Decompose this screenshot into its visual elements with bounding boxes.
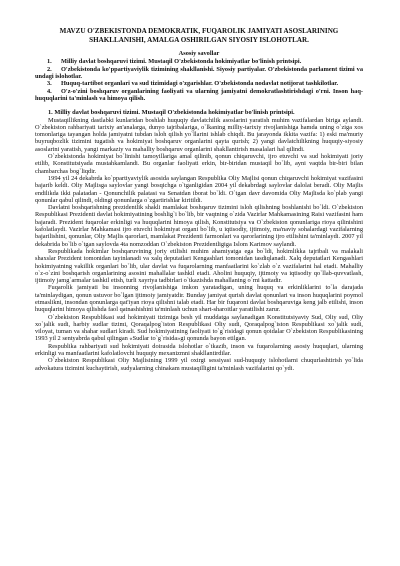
plan-item-number: 3. — [47, 80, 52, 88]
plan-item — [35, 80, 363, 87]
body-paragraph: O`zbekistonda hokimiyat bo`linishi tamoyillariga amal qilinib, qonun chiqaruvchi, ijro etuvchi va sud hokimiyati joriy etilib, Konstitutsiyada mustahkamlandi. Bu organlar faoliyati erkin, bir-biridan mustaqil bo`lib, ayni vaqtda bir-biri bilan chambarchas bog`liqdir. — [35, 153, 363, 175]
body-paragraph: O`zbekiston Respublikasi sud hokimiyati tizimiga besh yil muddatga saylanadigan Konstitutsiyaviy Sud, Oliy sud, Oliy xo`jalik sudi, harbiy sudlar tizimi, Qoraqalpog`iston Respublikasi Oliy sudi, Qoraqalpog`iston Respublikasi xo`jalik sudi, viloyat, tuman va shahar sudlari kiradi. Sud hokimiyatining faoliyati to`g`risidagi qonun qoidalar O`zbekiston Respublikasining 1993 yil 2 sentyabrda qabul qilingan «Sudlar to`g`risida»gi qonunda bayon etilgan. — [35, 313, 363, 343]
plan-item-text: O'z-o'zini boshqaruv organlarining faoliyati va ularning jamiyatni demokratlashtirishdagi o'rni. Inson haq-huquqlarini ta'minlash va himoya qilish. — [35, 87, 363, 102]
plan-item-number: 1. — [47, 58, 52, 66]
plan-item-text: O'zbekistonda ko'ppartiyaviylik tizimining shakllanishi. Siyosiy partiyalar. O'zbekistonda parlament tizimi va undagi islohotlar. — [35, 65, 363, 81]
plan-item-text: Huquq-tartibot organlari va sud tizimidagi o'zgarishlar. O'zbekistonda nodavlat notijorat tashkilotlar. — [61, 80, 339, 88]
plan-item — [35, 58, 363, 65]
plan-item — [35, 66, 363, 81]
body-paragraph: Respublika rahbariyati sud hokimiyati doirasida islohotlar o`tkazib, inson va fuqarolarning asosiy huquqlari, ularning erkinligi va manfaatlarini kafolatlovchi huquqiy mexanizmni shakllantirdilar. — [35, 342, 363, 358]
body-paragraph: Fuqarolik jamiyati bu insonning rivojlanishiga imkon yaratadigan, uning huquq va erkinliklarini to`la darajada ta'minlaydigan, qonun ustuvor bo`lgan ijtimoiy jamiyatdir. Bunday jamiyat qurish davlat qonunlari va inson huquqlarini poymol etmaslikni, insondan qonunlarga qat'iyan rioya qilishni talab etadi. Har bir fuqaroni davlat boshqaruviga keng jalb etilishi, inson huquqlarini himoya qilishda faol qatnashishini ta'minlash uchun shart-sharoitlar yaratilishi zarur. — [35, 284, 363, 314]
body-paragraph: 1994 yil 24 dekabrda ko`ppartiyaviylik asosida saylangan Respublika Oliy Majlisi qonun chiqaruvchi hokimiyat vazifasini bajarib keldi. Oliy Majlisga saylovlar yangi bosqichga o`tganligidan 2004 yil dekabrdagi saylovlar dalolat beradi. Oliy Majlis endilikda ikki palatadan - Qonunchilik palatasi va Senatdan iborat bo`ldi. O`tgan davr davomida Oliy Majlisda ko`plab yangi qonunlar qabul qilindi, oldingi qonunlarga o`zgartirishlar kiritildi. — [35, 174, 363, 204]
body-paragraph: Respublikada hokimlar boshqaruvining joriy etilishi muhim ahamiyatga ega bo`ldi, hokimlikka tajribali va malakali shaxslar Prezident tomonidan tayinlanadi va xalq deputatlari Kengashlari tomonidan tasdiqlanadi. Xalq deputatlari Kengashlari hokimiyatning vakillik organlari bo`lib, ular davlat va fuqarolarning manfaatlarini ko`zlab o`z vazifalarini hal etadi. Mahalliy o`z-o`zini boshqarish organlarining asosini mahallalar tashkil etadi. Aholini huquqiy, ijtimoiy va iqtisodiy qo`llab-quvvatlash, ijtimoiy jamg`armalar tashkil etish, turli xayriya tadbirlari o`tkazishda mahallaning o`rni kattadir. — [35, 247, 363, 285]
body-paragraph: Davlatni boshqarishning prezidentlik shakli mamlakat boshqaruv tizimini isloh qilishning boshlanishi bo`ldi. O`zbekiston Respublikasi Prezidenti davlat hokimiyatining boshlig`i bo`lib, bir vaqtning o`zida Vazirlar Mahkamasining Raisi vazifasini ham bajaradi. Prezident fuqarolar erkinligi va huquqlarini himoya qilish, Konstitutsiya va O`zbekiston qonunlariga rioya qilinishini kafolatlaydi. Vazirlar Mahkamasi ijro etuvchi hokimiyat organi bo`lib, u iqtisodiy, ijtimoiy, ma'naviy sohalardagi vazifalarning bajarilishini, qonunlar, Oliy Majlis qarorlari, mamlakat Prezidenti farmonlari va qarorlarining ijro etilishini ta'minlaydi. 2007 yil dekabrida bo`lib o`tgan saylovda 4ta nomzoddan O`zbekiston Prezidentligiga Islom Karimov saylandi. — [35, 204, 363, 248]
plan-item-number: 2. — [47, 65, 52, 73]
plan-list — [35, 58, 363, 102]
body-paragraph: Mustaqillikning dastlabki kunlaridan boshlab huquqiy davlatchilik asoslarini yaratish muhim vazifalardan biriga aylandi. O`zbekiston rahbariyati tarixiy an'analarga, dunyo tajribalariga, o`lkaning milliy-tarixiy rivojlanishiga hamda uning o`ziga xos tomonlariga tayangan holda jamiyatni tubdan isloh qilish yo`llarini ishlab chiqdi. Bu jarayonda ikkita vazifa: 1) eski ma'muriy buyruqbozlik tizimini tugatish va hokimiyat boshqaruv organlarini qayta qurish; 2) yangi davlatchilikning huquqiy-siyosiy asoslarini yaratish, yangi markaziy va mahalliy boshqaruv organlarini shakllantirish masalalari hal qilindi. — [35, 116, 363, 153]
plan-item-text: Milliy davlat boshqaruvi tizimi. Mustaqil O'zbekistonda hokimiyatlar bo'linish printsipi. — [61, 58, 302, 66]
plan-item — [35, 88, 363, 103]
document-title: MAVZU O'ZBEKISTONDA DEMOKRATIK, FUQAROLIK JAMIYATI ASOSLARINING SHAKLLANISHI, AMALGA OSHIRILGAN SIYOSIY ISLOHOTLAR. — [59, 27, 339, 44]
plan-item-number: 4. — [47, 87, 52, 95]
plan-heading: Asosiy savollar — [178, 50, 220, 58]
section-heading: 1. Milliy davlat boshqaruvi tizimi. Mustaqil O'zbekistonda hokimiyatlar bo'linish printsipi. — [48, 109, 295, 117]
body-paragraph: O`zbekiston Respublikasi Oliy Majlisining 1999 yil oxirgi sessiyasi sud-huquqiy islohotlarni chuqurlashtirish yo`lida advokatura tizimini kuchaytirish, sudyalarning chinakam mustaqilligini ta'minlash vazifalarini qo`ydi. — [35, 357, 363, 372]
